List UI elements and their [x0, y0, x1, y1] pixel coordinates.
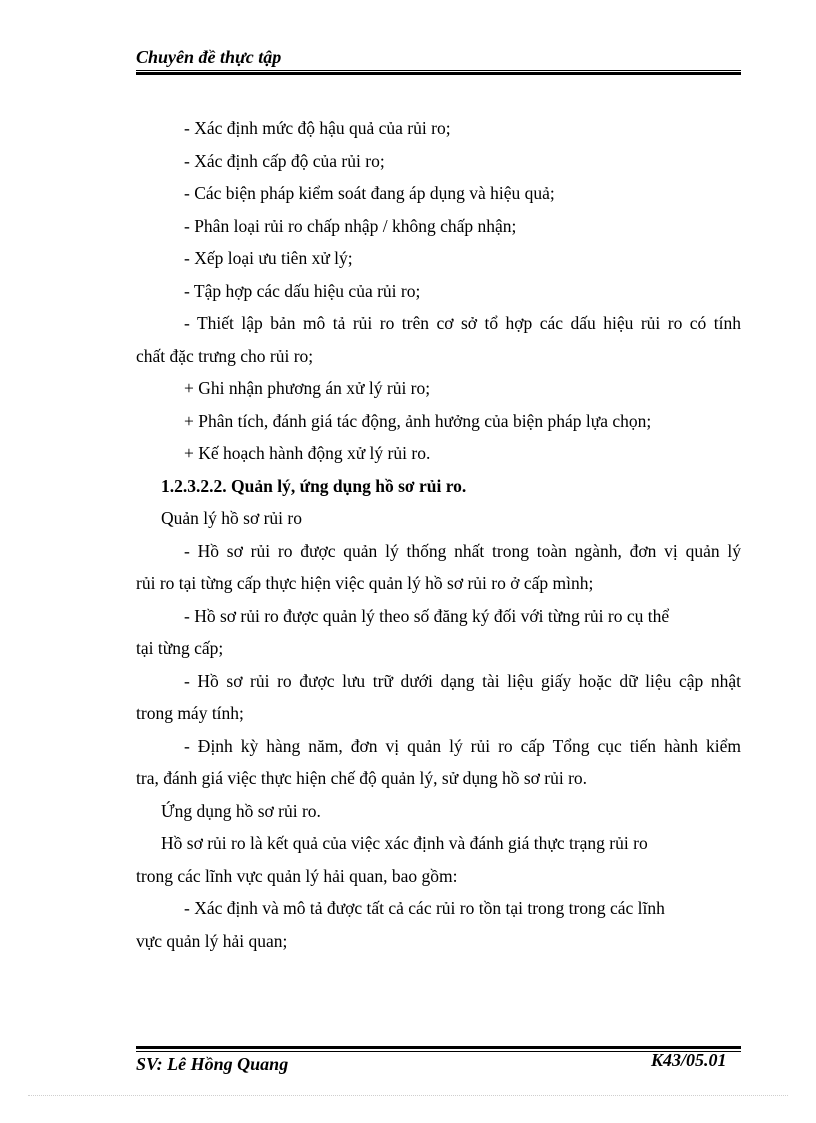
paragraph-line: - Xác định mức độ hậu quả của rủi ro;: [184, 118, 451, 138]
footer-class-code: K43/05.01: [651, 1050, 727, 1070]
paragraph-line: - Hồ sơ rủi ro được quản lý thống nhất trong toàn ngành, đơn vị quản lý: [184, 540, 741, 561]
paragraph-line: - Xếp loại ưu tiên xử lý;: [184, 248, 353, 268]
paragraph-line: Quản lý hồ sơ rủi ro: [161, 508, 302, 528]
paragraph-line: Ứng dụng hồ sơ rủi ro.: [161, 800, 321, 821]
paragraph-line: rủi ro tại từng cấp thực hiện việc quản lý hồ sơ rủi ro ở cấp mình;: [136, 573, 594, 593]
paragraph-line: - Phân loại rủi ro chấp nhập / không chấp nhận;: [184, 215, 517, 236]
header-rule-thick: [136, 72, 741, 75]
paragraph-line: - Thiết lập bản mô tả rủi ro trên cơ sở tổ hợp các dấu hiệu rủi ro có tính: [184, 313, 741, 333]
paragraph-line: - Hồ sơ rủi ro được quản lý theo số đăng ký đối với từng rủi ro cụ thể: [184, 605, 670, 626]
paragraph-line: tại từng cấp;: [136, 638, 224, 658]
paragraph-line: chất đặc trưng cho rủi ro;: [136, 345, 314, 366]
paragraph-line: tra, đánh giá việc thực hiện chế độ quản lý, sử dụng hồ sơ rủi ro.: [136, 768, 588, 788]
paragraph-line: + Phân tích, đánh giá tác động, ảnh hưởng của biện pháp lựa chọn;: [184, 410, 652, 431]
body-text: [136, 112, 741, 957]
footer-student-name: SV: Lê Hồng Quang: [136, 1054, 289, 1074]
paragraph-line: trong các lĩnh vực quản lý hải quan, bao gồm:: [136, 865, 458, 886]
header-rule: [136, 70, 741, 71]
paragraph-line: - Hồ sơ rủi ro được lưu trữ dưới dạng tài liệu giấy hoặc dữ liệu cập nhật: [184, 670, 741, 691]
paragraph-line: trong máy tính;: [136, 703, 244, 723]
paragraph-line: Hồ sơ rủi ro là kết quả của việc xác định và đánh giá thực trạng rủi ro: [161, 833, 648, 853]
paragraph-line: - Các biện pháp kiểm soát đang áp dụng và hiệu quả;: [184, 183, 555, 203]
paragraph-line: - Định kỳ hàng năm, đơn vị quản lý rủi ro cấp Tổng cục tiến hành kiểm: [184, 735, 741, 756]
paragraph-line: + Kế hoạch hành động xử lý rủi ro.: [184, 443, 431, 463]
paragraph-line: - Xác định cấp độ của rủi ro;: [184, 150, 385, 171]
paragraph-line: - Tập hợp các dấu hiệu của rủi ro;: [184, 280, 421, 301]
section-heading: 1.2.3.2.2. Quản lý, ứng dụng hồ sơ rủi ro.: [161, 475, 467, 496]
page-edge: [28, 1095, 788, 1096]
paragraph-line: vực quản lý hải quan;: [136, 930, 288, 951]
paragraph-line: + Ghi nhận phương án xử lý rủi ro;: [184, 378, 431, 398]
header-title: Chuyên đề thực tập: [136, 47, 282, 67]
paragraph-line: - Xác định và mô tả được tất cả các rủi ro tồn tại trong trong các lĩnh: [184, 898, 665, 918]
